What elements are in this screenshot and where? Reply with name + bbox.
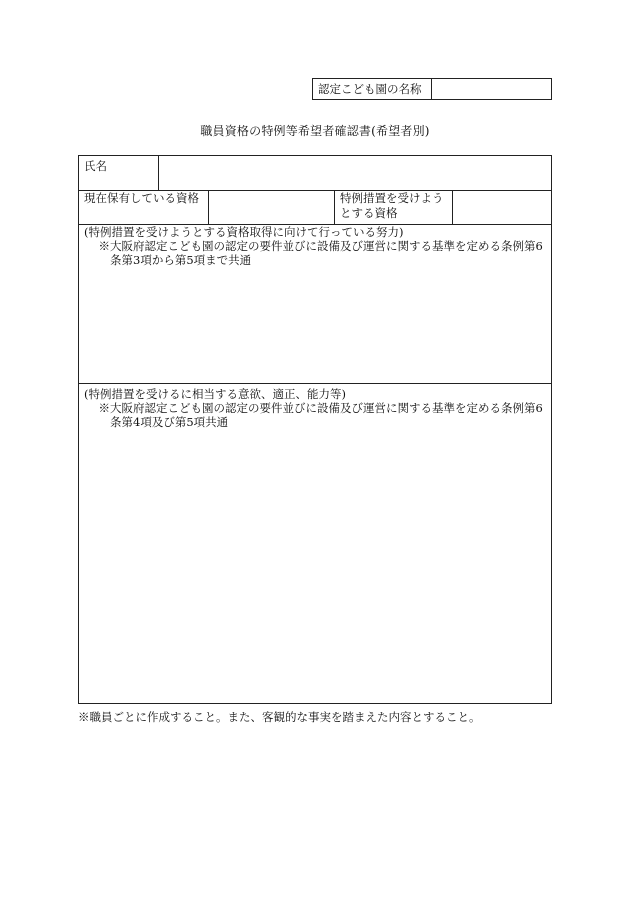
footnote: ※職員ごとに作成すること。また、客観的な事実を踏まえた内容とすること。 [78, 710, 481, 724]
effort-section-heading: (特例措置を受けようとする資格取得に向けて行っている努力) [84, 225, 404, 239]
current-qualification-label: 現在保有している資格 [79, 190, 209, 224]
document-title: 職員資格の特例等希望者確認書(希望者別) [200, 124, 430, 138]
aptitude-section-note: ※大阪府認定こども園の認定の要件並びに設備及び運営に関する基準を定める条例第6条第4項及び第5項共通 [98, 401, 543, 429]
qualification-row [79, 190, 551, 225]
special-qualification-field[interactable] [453, 190, 551, 224]
aptitude-section[interactable] [79, 384, 551, 703]
name-label: 氏名 [79, 156, 159, 190]
current-qualification-field[interactable] [209, 190, 335, 224]
effort-section[interactable] [79, 224, 551, 384]
special-qualification-label: 特例措置を受けようとする資格 [335, 190, 453, 224]
confirmation-form [78, 155, 552, 704]
facility-name-field[interactable] [432, 79, 551, 99]
name-row [79, 156, 551, 191]
effort-section-note: ※大阪府認定こども園の認定の要件並びに設備及び運営に関する基準を定める条例第6条第3項から第5項まで共通 [98, 239, 543, 267]
aptitude-section-heading: (特例措置を受けるに相当する意欲、適正、能力等) [84, 387, 346, 401]
name-field[interactable] [159, 156, 551, 190]
facility-name-label: 認定こども園の名称 [313, 79, 432, 99]
facility-name-table [312, 78, 552, 100]
